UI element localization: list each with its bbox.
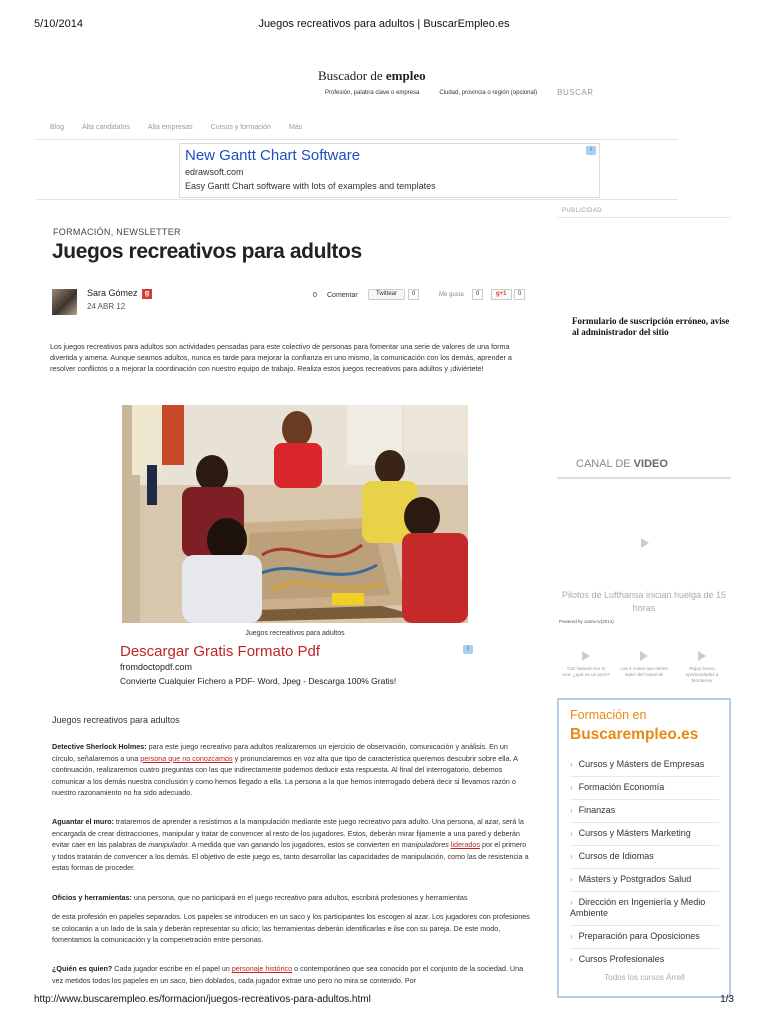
course-link[interactable] (570, 799, 719, 822)
course-label: Cursos y Másters Marketing (578, 828, 691, 838)
like-label: Me gusta (439, 292, 464, 298)
formacion-box (557, 698, 731, 998)
comment-link[interactable]: Comentar (327, 292, 358, 299)
paragraph-quien (52, 963, 530, 986)
ad-title[interactable]: New Gantt Chart Software (185, 147, 361, 164)
chevron-right-icon: › (570, 955, 573, 964)
video-channel-heading-b: VIDEO (633, 458, 668, 470)
main-nav (50, 124, 302, 131)
game-name-sherlock: Detective Sherlock Holmes: (52, 742, 147, 751)
chevron-right-icon: › (570, 875, 573, 884)
nav-item-candidatos[interactable]: Alta candidatos (82, 124, 130, 131)
print-page-title: Juegos recreativos para adultos | BuscarEmpleo.es (258, 18, 510, 30)
paragraph-text: trataremos de aprender a resistirnos a la manipulación mediante este juego recreativo para adulto. Una persona, al azar, será la encargada de crear distracciones, manipular y tratar de convencer al resto de los jugadores. Estos, deberán mirar fijamente a una pared y deberán evitar caer en las palabras de (52, 817, 524, 849)
paragraph-text: Cada jugador escribe en el papel un (112, 964, 232, 973)
chevron-right-icon: › (570, 932, 573, 941)
print-url: http://www.buscarempleo.es/formacion/juegos-recreativos-para-adultos.html (34, 994, 371, 1005)
formacion-heading: Formación en (570, 708, 647, 722)
article-category[interactable]: FORMACIÓN, NEWSLETTER (53, 227, 181, 237)
course-label: Másters y Postgrados Salud (578, 874, 692, 884)
chevron-right-icon: › (570, 760, 573, 769)
search-button[interactable]: BUSCAR (557, 88, 594, 97)
course-link[interactable] (570, 776, 719, 799)
paragraph-text: para este juego recreativo para adultos realizaremos un ejercicio de observación, comunicación y análisis. En un círculo, señalaremos a una (52, 742, 508, 763)
paragraph-oficios-heading (52, 892, 530, 904)
course-label: Preparación para Oposiciones (578, 931, 700, 941)
print-date: 5/10/2014 (34, 18, 83, 30)
play-icon[interactable] (641, 538, 649, 548)
article-date: 24 ABR 12 (87, 302, 126, 311)
author-name[interactable]: Sara Gómez (87, 288, 138, 298)
print-page-number: 1/3 (720, 994, 734, 1005)
video-powered-by: Powered by Jaime.tv(2014) (559, 619, 614, 624)
video-thumb-caption: Rajoy busca oportunidades a Monterrey (685, 666, 719, 683)
game-name-muro: Aguantar el muro: (52, 817, 114, 826)
like-count: 0 (472, 289, 483, 300)
nav-divider (36, 139, 678, 140)
game-name-quien: ¿Quién es quien? (52, 964, 113, 973)
formacion-brand[interactable]: Buscarempleo.es (570, 726, 699, 743)
game-name-oficios: Oficios y herramientas: (52, 893, 132, 902)
paragraph-text: por el primero y todos tratarán de convencer a los demás. El objetivo de este juego es, tanto desarrollar las capacidades de manipulación, como las de resistencia a estas formas de proceder. (52, 840, 529, 872)
ad-mid-title[interactable]: Descargar Gratis Formato Pdf (120, 643, 321, 660)
nav-item-cursos[interactable]: Cursos y formación (210, 124, 271, 131)
video-thumbnails (562, 651, 726, 684)
emphasis-text: manipuladores (401, 840, 449, 849)
twitter-count: 0 (408, 289, 419, 300)
comment-count: 0 (313, 292, 317, 299)
chevron-right-icon: › (570, 898, 573, 907)
paragraph-text: una persona, que no participará en el juego recreativo para adultos, escribirá profesiones y herramientas (131, 893, 468, 902)
ad-mid-url[interactable]: fromdoctopdf.com (120, 662, 193, 672)
course-link[interactable] (570, 925, 719, 948)
paragraph-text: o contemporáneo que sea conocido por el conjunto de la sociedad. Una vez metidos todos los papeles en un saco, bien doblados, cada jugador extrae uno pero no mira se contenido. Por (52, 964, 524, 985)
chevron-right-icon: › (570, 806, 573, 815)
video-thumb-caption: Las 5 cosas que debes saber del Canal de (620, 666, 668, 677)
chevron-right-icon: › (570, 852, 573, 861)
paragraph-sherlock (52, 741, 530, 799)
header-divider (36, 199, 678, 200)
course-label: Cursos y Másters de Empresas (578, 759, 705, 769)
course-label: Dirección en Ingeniería y Medio Ambiente (570, 897, 706, 918)
inline-link[interactable]: liderados (450, 840, 480, 849)
site-title-prefix: Buscador de (318, 68, 383, 83)
ad-banner-top[interactable] (179, 143, 600, 198)
emphasis-text: manipulador (148, 840, 188, 849)
video-channel-divider (557, 477, 731, 479)
paragraph-text: y pronunciaremos en voz alta que tipo de característica queremos descubrir sobre ella. A continuación, realizaremos cuatro preguntas con las que indirectamente podemos deducir esta respuesta. Al final del interrogatorio, debemos comunicar a los demás nuestra conclusión y como hemos llegado a ella. La persona a la que hemos interrogado deberá decir si llevamos razón o nuestro razonamiento no ha sido adecuado. (52, 753, 518, 797)
play-icon (640, 651, 648, 661)
video-thumb[interactable] (678, 651, 726, 684)
article-intro: Los juegos recreativos para adultos son actividades pensadas para este colectivo de personas para fomentar una serie de valores de una forma divertida y amena. Aunque seamos adultos, nunca es tarde para mejorar la confianza en uno mismo, la comunicación con los demás, aprender a resolver conflictos o a mejorar la coordinación con nuestro equipo de trabajo. Realiza estos juegos recreativos para adultos y ¡diviértete! (50, 342, 512, 373)
twitter-button[interactable]: Twittear (368, 289, 405, 300)
ad-mid-description: Convierte Cualquier Fichero a PDF- Word, Jpeg - Descarga 100% Gratis! (120, 676, 397, 686)
video-channel-heading (576, 458, 668, 470)
article-subheading: Juegos recreativos para adultos (52, 715, 180, 725)
article-photo-illustration (122, 405, 468, 623)
paragraph-muro (52, 816, 530, 874)
inline-link[interactable]: persona que no conozcamos (140, 753, 233, 763)
course-list (570, 754, 719, 982)
ad-banner-middle[interactable] (120, 643, 475, 703)
search-bar (325, 88, 593, 97)
article-photo (122, 405, 468, 623)
paragraph-text: . A medida que van ganando los jugadores, estos se convierten en (187, 840, 402, 849)
sidebar-ad-label: PUBLICIDAD (562, 208, 603, 214)
nav-item-blog[interactable]: Blog (50, 124, 65, 131)
site-title-emphasis: empleo (385, 68, 426, 83)
nav-item-mas[interactable]: Más (288, 124, 303, 131)
course-link[interactable] (570, 891, 719, 925)
ad-description: Easy Gantt Chart software with lots of examples and templates (185, 181, 436, 191)
course-link[interactable] (570, 948, 719, 971)
chevron-right-icon: › (570, 783, 573, 792)
article-title: Juegos recreativos para adultos (52, 240, 362, 263)
course-link[interactable] (570, 845, 719, 868)
play-icon (698, 651, 706, 661)
video-thumb-caption: Gas Natural con el cine: ¿qué es un pozo? (562, 666, 610, 677)
video-thumb[interactable] (562, 651, 610, 684)
adchoices-icon[interactable]: i (463, 645, 473, 654)
course-label: Finanzas (578, 805, 616, 815)
all-courses-link[interactable]: Todos los cursos Árrell (604, 973, 685, 982)
video-title[interactable]: Pilotos de Lufthansa inician huelga de 15 horas (561, 590, 727, 613)
site-title[interactable] (318, 68, 426, 84)
course-link[interactable] (570, 754, 719, 776)
course-label: Cursos Profesionales (578, 954, 665, 964)
google-plus-count: 0 (514, 289, 525, 300)
course-link[interactable] (570, 822, 719, 845)
video-channel-heading-a: CANAL DE (576, 458, 631, 470)
video-thumb[interactable] (620, 651, 668, 684)
photo-caption: Juegos recreativos para adultos (245, 630, 345, 637)
ad-url[interactable]: edrawsoft.com (185, 167, 244, 177)
paragraph-oficios: de esta profesión en papeles separados. Los papeles se introducen en un saco y los participantes los escogen al azar. Los jugadores con profesiones se colocarán a un lado de la sala y deberán representar su oficio; las herramientas deberán identificarlas e ilse con su pareja. De este modo, fomentamos la comunicación y la compenetración entre personas. (52, 912, 530, 944)
google-plus-one-button[interactable]: g+1 (491, 289, 512, 300)
author-avatar[interactable] (52, 289, 77, 315)
chevron-right-icon: › (570, 829, 573, 838)
sidebar-divider (557, 217, 731, 218)
google-plus-icon[interactable]: g (142, 289, 152, 299)
course-link[interactable] (570, 868, 719, 891)
nav-item-empresas[interactable]: Alta empresas (147, 124, 193, 131)
search-input[interactable]: Profesión, palabra clave o empresa (325, 89, 420, 96)
inline-link[interactable]: personaje histórico (231, 964, 293, 973)
subscription-error: Formulario de suscripción erróneo, avise al administrador del sitio (572, 316, 730, 337)
location-input[interactable]: Ciudad, provincia o región (opcional) (439, 89, 538, 96)
course-label: Formación Economía (578, 782, 665, 792)
play-icon (582, 651, 590, 661)
course-label: Cursos de Idiomas (578, 851, 654, 861)
adchoices-icon[interactable]: i (586, 146, 596, 155)
